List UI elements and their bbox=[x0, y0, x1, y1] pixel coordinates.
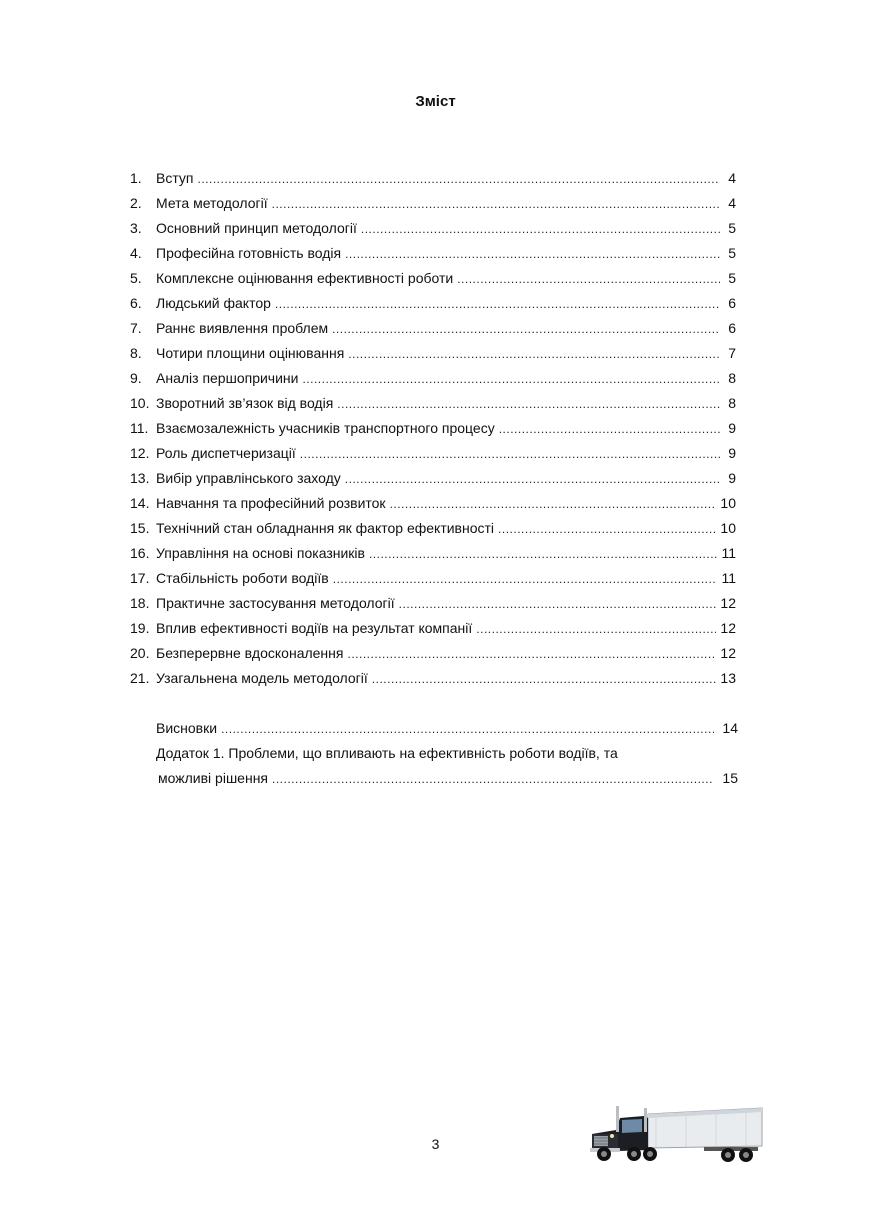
toc-entry bbox=[130, 166, 736, 191]
toc-entry bbox=[130, 591, 736, 616]
toc-entry bbox=[130, 466, 736, 491]
toc-entry-page: 12 bbox=[720, 620, 736, 636]
toc-entry-label: Аналіз першопричини bbox=[156, 370, 299, 386]
toc-entry-page: 11 bbox=[721, 570, 736, 586]
dot-leader bbox=[300, 442, 720, 467]
toc-entry-page: 9 bbox=[728, 470, 736, 486]
toc-entry bbox=[130, 441, 736, 466]
toc-entry-number: 15. bbox=[130, 520, 150, 536]
dot-leader bbox=[390, 492, 717, 517]
toc-entry-number: 9. bbox=[130, 370, 142, 386]
dot-leader bbox=[272, 192, 720, 217]
toc-entry-number: 11. bbox=[130, 420, 149, 436]
toc-entry-label: Вибір управлінського заходу bbox=[156, 470, 341, 486]
toc-entry-label: Взаємозалежність учасників транспортного процесу bbox=[156, 420, 495, 436]
toc-entry-label: Комплексне оцінювання ефективності роботи bbox=[156, 270, 454, 286]
toc-entry-page: 10 bbox=[720, 520, 736, 536]
toc-entry bbox=[130, 241, 736, 266]
toc-entry-page: 13 bbox=[720, 670, 736, 686]
toc-entry bbox=[130, 541, 736, 566]
toc-entry-label: Висновки bbox=[156, 720, 218, 736]
truck-image bbox=[586, 1104, 766, 1166]
toc-entry-page: 15 bbox=[722, 770, 738, 786]
toc-entry-number: 21. bbox=[130, 670, 150, 686]
toc-entry-label: Людський фактор bbox=[156, 295, 271, 311]
toc-entry bbox=[130, 641, 736, 666]
dot-leader bbox=[347, 642, 716, 667]
dot-leader bbox=[369, 542, 717, 567]
toc-entry-page: 8 bbox=[728, 370, 736, 386]
toc-entry-page: 6 bbox=[728, 320, 736, 336]
toc-entry-page: 10 bbox=[720, 495, 736, 511]
toc-entry-page: 14 bbox=[722, 720, 738, 736]
toc-entry-number: 19. bbox=[130, 620, 150, 636]
toc-entry-page: 6 bbox=[728, 295, 736, 311]
toc-entry bbox=[130, 216, 736, 241]
toc-entry-number: 7. bbox=[130, 320, 142, 336]
toc-entry-label: Зворотний зв’язок від водія bbox=[156, 395, 334, 411]
toc-entry-label: Професійна готовність водія bbox=[156, 245, 342, 261]
toc-entry-label: Вплив ефективності водіїв на результат компанії bbox=[156, 620, 473, 636]
toc-entry-label: Вступ bbox=[156, 170, 194, 186]
toc-entry bbox=[130, 566, 736, 591]
toc-entry-number: 2. bbox=[130, 195, 142, 211]
toc-entry bbox=[130, 191, 736, 216]
page-number: 3 bbox=[431, 1136, 440, 1152]
toc-entry-label: Навчання та професійний розвиток bbox=[156, 495, 386, 511]
toc-entry bbox=[130, 266, 736, 291]
dot-leader bbox=[348, 342, 720, 367]
toc-entry-number: 8. bbox=[130, 345, 142, 361]
toc-entry bbox=[130, 516, 736, 541]
toc-entry-label: Раннє виявлення проблем bbox=[156, 320, 329, 336]
toc-entry-number: 1. bbox=[130, 170, 142, 186]
toc-entry-number: 6. bbox=[130, 295, 142, 311]
toc-entry bbox=[130, 341, 736, 366]
toc-entry-label: Технічний стан обладнання як фактор ефективності bbox=[156, 520, 495, 536]
toc-entry-page: 5 bbox=[728, 245, 736, 261]
toc-entry-number: 4. bbox=[130, 245, 142, 261]
page-title: Зміст bbox=[415, 93, 456, 110]
toc-entry-page: 12 bbox=[720, 595, 736, 611]
toc-entry-page: 5 bbox=[728, 270, 736, 286]
dot-leader bbox=[345, 467, 720, 492]
toc-entry bbox=[130, 366, 736, 391]
toc-entry bbox=[130, 416, 736, 441]
toc-entry bbox=[130, 291, 736, 316]
toc-entry-label: Мета методології bbox=[156, 195, 268, 211]
dot-leader bbox=[333, 567, 718, 592]
toc-entry-page: 7 bbox=[728, 345, 736, 361]
dot-leader bbox=[198, 167, 721, 192]
toc-entry-label: Роль диспетчеризації bbox=[156, 445, 296, 461]
dot-leader bbox=[499, 417, 720, 442]
dot-leader bbox=[221, 717, 714, 742]
toc-entry-page: 9 bbox=[728, 445, 736, 461]
toc-entry-number: 17. bbox=[130, 570, 150, 586]
dot-leader bbox=[399, 592, 717, 617]
table-of-contents bbox=[130, 166, 736, 691]
toc-entry-number: 5. bbox=[130, 270, 142, 286]
toc-entry-label: можливі рішення bbox=[158, 770, 269, 786]
toc-entry bbox=[130, 391, 736, 416]
toc-entry-conclusions bbox=[156, 716, 738, 741]
toc-entry-label: Управління на основі показників bbox=[156, 545, 365, 561]
toc-entry bbox=[130, 491, 736, 516]
toc-entry-page: 4 bbox=[728, 195, 736, 211]
dot-leader bbox=[272, 767, 714, 792]
dot-leader bbox=[476, 617, 716, 642]
toc-entry bbox=[130, 616, 736, 641]
toc-entry-number: 13. bbox=[130, 470, 150, 486]
toc-entry-number: 14. bbox=[130, 495, 150, 511]
toc-entry-number: 10. bbox=[130, 395, 150, 411]
toc-extra-entries bbox=[156, 716, 738, 791]
toc-entry-number: 18. bbox=[130, 595, 150, 611]
toc-entry-label: Основний принцип методології bbox=[156, 220, 357, 236]
toc-entry-number: 12. bbox=[130, 445, 150, 461]
dot-leader bbox=[332, 317, 720, 342]
toc-entry-page: 11 bbox=[721, 545, 736, 561]
toc-entry-page: 8 bbox=[728, 395, 736, 411]
toc-entry-page: 4 bbox=[728, 170, 736, 186]
toc-entry bbox=[130, 316, 736, 341]
toc-entry-page: 9 bbox=[728, 420, 736, 436]
toc-entry-number: 20. bbox=[130, 645, 150, 661]
dot-leader bbox=[457, 267, 720, 292]
toc-entry bbox=[130, 666, 736, 691]
toc-entry-page: 12 bbox=[720, 645, 736, 661]
dot-leader bbox=[337, 392, 720, 417]
toc-entry-label: Чотири площини оцінювання bbox=[156, 345, 345, 361]
toc-entry-label: Стабільність роботи водіїв bbox=[156, 570, 329, 586]
toc-entry-page: 5 bbox=[728, 220, 736, 236]
dot-leader bbox=[372, 667, 717, 692]
toc-entry-appendix bbox=[156, 766, 738, 791]
toc-entry-label: Безперервне вдосконалення bbox=[156, 645, 344, 661]
toc-entry-number: 16. bbox=[130, 545, 150, 561]
dot-leader bbox=[345, 242, 720, 267]
dot-leader bbox=[275, 292, 720, 317]
toc-entry-label: Узагальнена модель методології bbox=[156, 670, 368, 686]
toc-entry-appendix-line1: Додаток 1. Проблеми, що впливають на ефективність роботи водіїв, та bbox=[156, 745, 618, 761]
toc-entry-label: Практичне застосування методології bbox=[156, 595, 395, 611]
dot-leader bbox=[361, 217, 720, 242]
dot-leader bbox=[302, 367, 720, 392]
dot-leader bbox=[498, 517, 716, 542]
toc-entry-number: 3. bbox=[130, 220, 142, 236]
